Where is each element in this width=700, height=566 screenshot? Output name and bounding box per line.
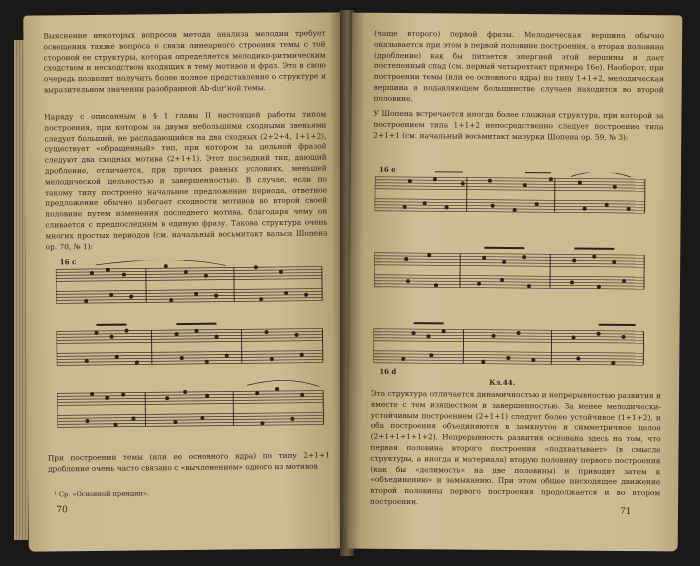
left-music-example (56, 259, 326, 442)
right-music-example (373, 171, 647, 377)
music-system-2 (374, 247, 644, 289)
music-system-1 (56, 259, 322, 304)
music-system-3 (57, 380, 323, 427)
left-figure-label: 16 с (59, 257, 77, 267)
music-system-2 (56, 323, 322, 366)
right-figure-label-top: 16 е (378, 164, 396, 174)
right-figure-caption: Кл.44. (489, 377, 516, 388)
left-text-intro: Выяснение некоторых вопросов метода анализа мелодии требует освещения также вопроса о связи линеарного строения темы с той стороной ее структуры, которая определяется мелодико-ритмическим сходством и несходством входящих в тему мотивов и фраз. Это в свою очередь позволит получить более полное представление о структуре и выразительном значении разобранной Ab-dur'ной темы. (43, 28, 326, 95)
right-page-number: 71 (619, 506, 632, 518)
music-system-3 (373, 323, 643, 365)
left-text-bottom: При построении темы (или ее основного ядра) по типу 2+1+1 дробление очень часто связано с «вычленением» одного из мотивов (47, 450, 330, 474)
left-page (23, 12, 347, 551)
right-page (348, 13, 683, 552)
left-footnote: ¹ Ср. «Основной принцип». (54, 489, 150, 499)
right-text-chopin: У Шопена встречается иногда более сложная структура, при которой за построением типа 1+1+2 непосредственно следует построение типа 2+1+1 (см. начальный восьмитакт мазурки Шопена ор. 59, № 3): (373, 108, 664, 142)
right-text-bottom: Эта структура отличается динамичностью и непрерывностью развития и вместе с тем изяществом и завершенностью. За менее мелодически-устойчивым построением (2+1+1) следует более устойчивое (1+1+2), и оба построения объединяются в замкнутое и симметричное целое (2+1+1+1+1+2). Непрерывность развития основана здесь на том, что первая половина второго построения «подхватывает» (в смысле структуры, а иногда и материала) вторую половину первого построения (как бы «делимость» на две половины) и приводит затем к «объединению» и замыканию. При этом общее нисходящее движение второй половины первого построения продолжается и во втором построении. (370, 388, 662, 507)
music-system-1 (375, 171, 645, 213)
right-figure-label-bottom: 16 d (379, 366, 397, 376)
right-text-intro: (чаще второго) первой фразы. Мелодическая вершина обычно оказывается при этом в первой половине построения, а вторая половина (дробление) как бы питается энергией этой вершины и дает постепенный спад (см. первый четырехтакт примера 16е). Наоборот, при построении темы (или ее основного ядра) по типу 1+1+2, мелодическая вершина в подавляющем большинстве случаев находится во второй половине. (373, 28, 665, 103)
left-text-structure: Наряду с описанным в § 1 главы II настоящей работы типом построения, при котором за двумя небольшими сходными звеньями следует больший, не распадающийся на два сходных (2+2+4, 1+1+2), существует «обращенный» тип, при котором за цельной фразой следуют два сходных мотива (2+1+1). Этот последний тип, дающий дробление, отличается, при прочих равных условиях, меньшей мелодической цельностью и завершенностью. В случае, если по такому типу построено начальное предложение периода, ответное предложение обычно избегает сходности мотивов во второй своей половине путем изменения последнего мотива, благодаря чему он сливается с предпоследним в единую фразу. Такова структура очень многих простых периодов (см. начальный восьмитакт вальса Шопена ор. 70, № 1): (44, 109, 328, 252)
left-page-number: 70 (56, 505, 68, 516)
